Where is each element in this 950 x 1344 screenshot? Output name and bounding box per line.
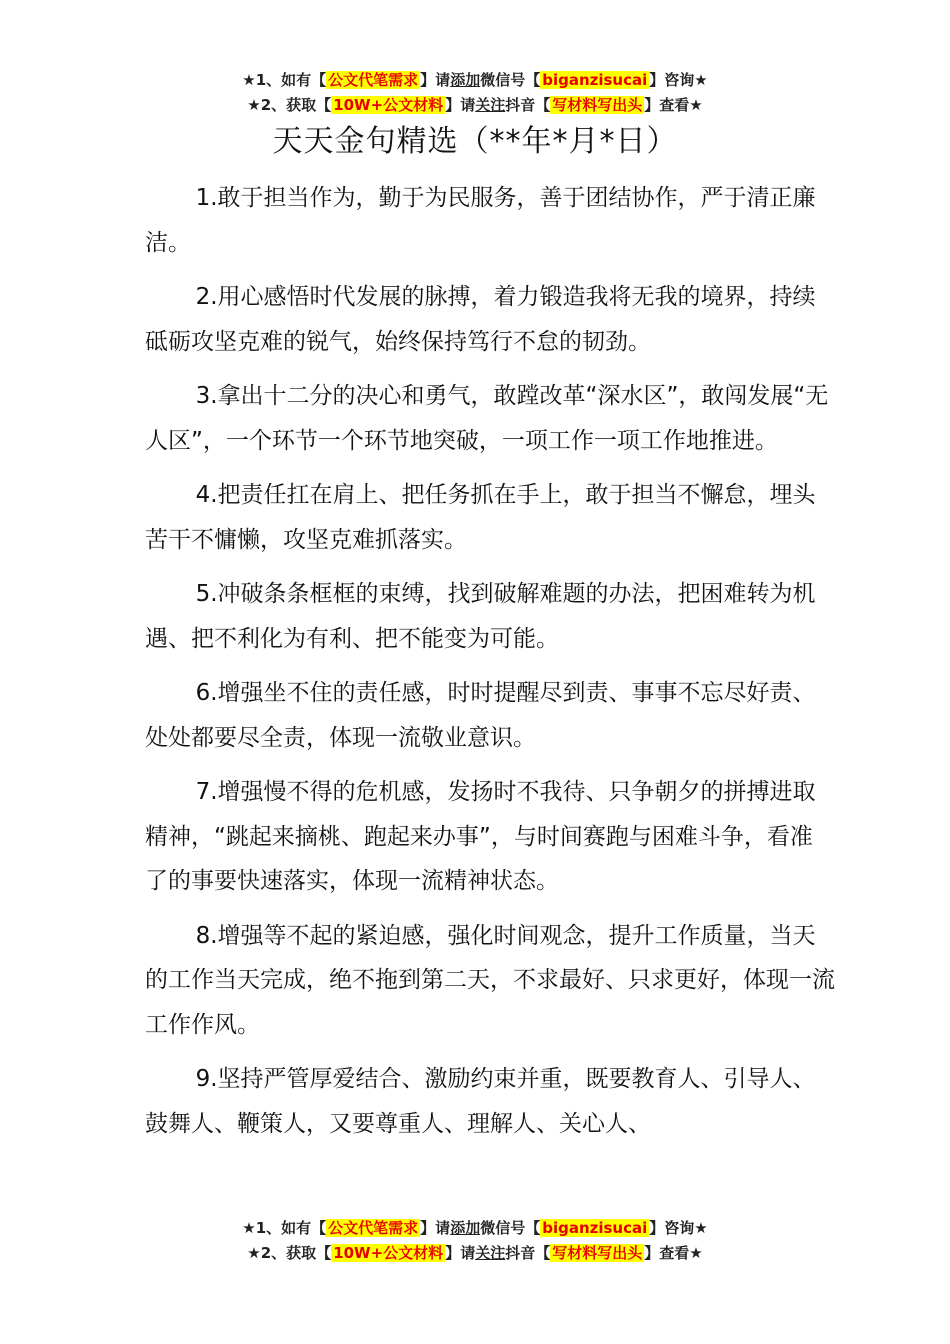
banner-text: 抖音【 <box>505 1244 551 1262</box>
highlight-wechat-id: biganzisucai <box>542 1219 648 1237</box>
paragraph-8: 8.增强等不起的紧迫感，强化时间观念，提升工作质量，当天的工作当天完成，绝不拖到第二天，不求最好、只求更好，体现一流工作作风。 <box>145 922 835 1038</box>
paragraph-3: 3.拿出十二分的决心和勇气，敢蹚改革“深水区”，敢闯发展“无人区”，一个环节一个环节地突破，一项工作一项工作地推进。 <box>145 383 829 454</box>
paragraph-6: 6.增强坐不住的责任感，时时提醒尽到责、事事不忘尽好责、处处都要尽全责，体现一流敬业意识。 <box>145 680 816 751</box>
banner-text: ★2、获取【 <box>247 1244 332 1262</box>
banner-text: 】请 <box>445 1244 476 1262</box>
banner-text: 微信号【 <box>480 71 541 89</box>
highlight-wechat-id: biganzisucai <box>542 71 648 89</box>
banner-text: 】请 <box>420 1219 451 1237</box>
paragraph-1: 1.敢于担当作为，勤于为民服务，善于团结协作，严于清正廉洁。 <box>145 185 816 256</box>
highlight-materials: 10W+公文材料 <box>333 96 444 114</box>
highlight-douyin-account: 写材料写出头 <box>552 1244 643 1262</box>
banner-text-underlined: 添加 <box>450 1219 481 1237</box>
paragraph-9: 9.坚持严管厚爱结合、激励约束并重，既要教育人、引导人、鼓舞人、鞭策人，又要尊重人、理解人、关心人、 <box>145 1066 816 1137</box>
banner-text: 】查看★ <box>644 96 703 114</box>
banner-line-2 <box>0 93 950 118</box>
highlight-douyin-account: 写材料写出头 <box>552 96 643 114</box>
banner-text: 抖音【 <box>505 96 551 114</box>
banner-text: ★1、如有【 <box>242 71 327 89</box>
banner-text-underlined: 添加 <box>450 71 481 89</box>
banner-line-1 <box>0 1216 950 1241</box>
banner-text-underlined: 关注 <box>475 96 506 114</box>
highlight-materials: 10W+公文材料 <box>333 1244 444 1262</box>
banner-text-underlined: 关注 <box>475 1244 506 1262</box>
banner-text: ★1、如有【 <box>242 1219 327 1237</box>
banner-text: 微信号【 <box>480 1219 541 1237</box>
banner-text: 】咨询★ <box>649 1219 708 1237</box>
highlight-ghostwriting: 公文代笔需求 <box>328 1219 419 1237</box>
paragraph-7: 7.增强慢不得的危机感，发扬时不我待、只争朝夕的拼搏进取精神，“跳起来摘桃、跑起来办事”，与时间赛跑与困难斗争，看准了的事要快速落实，体现一流精神状态。 <box>145 779 816 894</box>
paragraph-2: 2.用心感悟时代发展的脉搏，着力锻造我将无我的境界，持续砥砺攻坚克难的锐气，始终保持笃行不怠的韧劲。 <box>145 284 816 355</box>
banner-text: 】请 <box>445 96 476 114</box>
banner-line-1 <box>0 68 950 93</box>
banner-text: ★2、获取【 <box>247 96 332 114</box>
banner-text: 】查看★ <box>644 1244 703 1262</box>
banner-text: 】咨询★ <box>649 71 708 89</box>
banner-text: 】请 <box>420 71 451 89</box>
document-body <box>145 176 835 1156</box>
footer-banner <box>0 1216 950 1266</box>
page-title: 天天金句精选（**年*月*日） <box>272 124 678 159</box>
banner-line-2 <box>0 1241 950 1266</box>
paragraph-4: 4.把责任扛在肩上、把任务抓在手上，敢于担当不懈怠，埋头苦干不慵懒，攻坚克难抓落实。 <box>145 482 816 553</box>
paragraph-5: 5.冲破条条框框的束缚，找到破解难题的办法，把困难转为机遇、把不利化为有利、把不能变为可能。 <box>145 581 816 652</box>
header-banner <box>0 68 950 118</box>
highlight-ghostwriting: 公文代笔需求 <box>328 71 419 89</box>
